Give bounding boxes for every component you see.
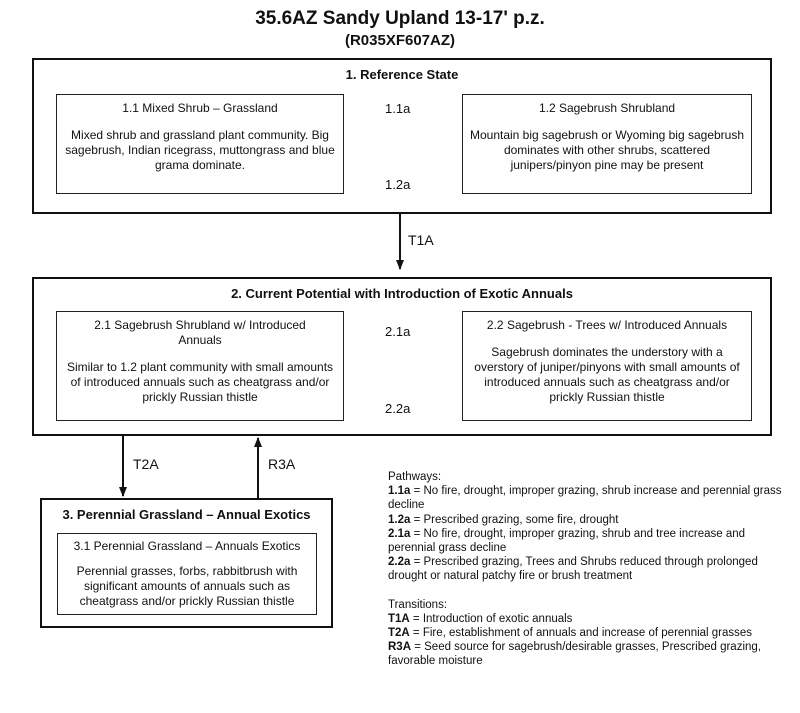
pathway-2-1a-label: 2.1a <box>385 324 411 339</box>
legend-transitions-heading: Transitions: <box>388 598 448 611</box>
state-3-title: 3. Perennial Grassland – Annual Exotics <box>62 507 311 522</box>
community-1-2-box <box>462 94 752 194</box>
state-3-box <box>40 498 333 628</box>
community-2-2-desc: Sagebrush dominates the understory with a overstory of juniper/pinyons with small amounts of introduced annuals such as cheatgrass and/or prickly Russian thistle <box>474 345 740 404</box>
community-2-1-desc: Similar to 1.2 plant community with small amounts of introduced annuals such as cheatgrass and/or prickly Russian thistle <box>66 360 334 404</box>
transition-t2a-label: T2A <box>133 456 159 472</box>
transition-t1a-label: T1A <box>408 232 434 248</box>
legend-transition-item: R3A = Seed source for sagebrush/desirable grasses, Prescribed grazing, favorable moisture <box>388 641 761 668</box>
legend-pathway-item: 2.1a = No fire, drought, improper grazing, shrub and tree increase and perennial grass decline <box>388 527 746 555</box>
legend-transition-item: T1A = Introduction of exotic annuals <box>388 612 573 625</box>
pathway-2-2a-label: 2.2a <box>385 401 411 416</box>
community-3-1-desc: Perennial grasses, forbs, rabbitbrush with significant amounts of annuals such as cheatgrass and/or prickly Russian thistle <box>76 564 298 608</box>
community-2-2-box <box>462 311 752 421</box>
community-1-1-desc: Mixed shrub and grassland plant community. Big sagebrush, Indian ricegrass, muttongrass and blue grama dominate. <box>65 128 335 172</box>
pathway-1-2a-label: 1.2a <box>385 177 411 192</box>
legend-pathway-item: 2.2a = Prescribed grazing, Trees and Shrubs reduced through prolonged drought or natural patchy fire or brush treatment <box>388 556 758 583</box>
state-2-title: 2. Current Potential with Introduction of Exotic Annuals <box>231 286 573 301</box>
community-2-2-name: 2.2 Sagebrush - Trees w/ Introduced Annuals <box>486 318 728 332</box>
state-1-title: 1. Reference State <box>345 67 459 82</box>
community-3-1-box <box>57 533 317 615</box>
diagram-title: 35.6AZ Sandy Upland 13-17' p.z. <box>255 8 545 29</box>
community-3-1-name: 3.1 Perennial Grassland – Annuals Exotics <box>73 539 301 553</box>
community-1-2-name: 1.2 Sagebrush Shrubland <box>538 101 676 115</box>
community-2-1-name: 2.1 Sagebrush Shrubland w/ Introduced Annuals <box>94 318 306 347</box>
community-1-1-box <box>56 94 344 194</box>
diagram-subtitle: (R035XF607AZ) <box>344 32 456 49</box>
legend-pathway-item: 1.1a = No fire, drought, improper grazing, shrub increase and perennial grass decline <box>388 485 782 512</box>
legend-pathways-heading: Pathways: <box>388 471 442 483</box>
legend-pathway-item: 1.2a = Prescribed grazing, some fire, drought <box>388 513 619 526</box>
community-2-1-box <box>56 311 344 421</box>
community-1-2-desc: Mountain big sagebrush or Wyoming big sagebrush dominates with other shrubs, scattered junipers/pinyon pine may be present <box>469 128 745 172</box>
community-1-1-name: 1.1 Mixed Shrub – Grassland <box>122 101 278 115</box>
legend <box>388 470 788 669</box>
legend-transition-item: T2A = Fire, establishment of annuals and increase of perennial grasses <box>388 627 753 640</box>
restoration-r3a-label: R3A <box>268 456 296 472</box>
pathway-1-1a-label: 1.1a <box>385 101 411 116</box>
